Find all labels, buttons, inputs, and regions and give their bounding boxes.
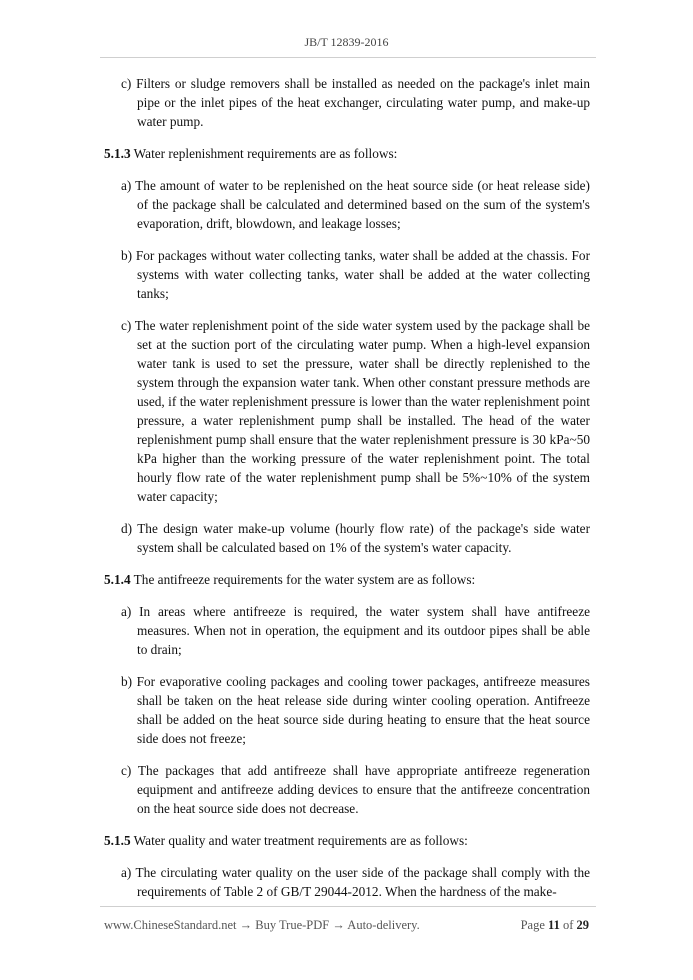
list-item: b) For packages without water collecting tanks, water shall be added at the chassis. For systems with water collecting tanks, water shall be added at the water collecting tanks;: [121, 248, 590, 301]
list-item: a) The circulating water quality on the user side of the package shall comply with the requirements of Table 2 of GB/T 29044-2012. When the hardness of the make-: [121, 865, 590, 899]
section-number: 5.1.5: [104, 833, 131, 848]
of-label: of: [562, 918, 574, 932]
list-item: b) For evaporative cooling packages and cooling tower packages, antifreeze measures shall be taken on the heat release side during winter cooling operation. Antifreeze shall be added on the heat source side during heating to ensure that the heat source side does not freeze;: [121, 674, 590, 746]
page-label: Page: [520, 918, 545, 932]
section-number: 5.1.3: [104, 146, 131, 161]
section-number: 5.1.4: [104, 572, 131, 587]
document-id-header: JB/T 12839-2016: [304, 35, 389, 49]
total-pages-number: 29: [576, 918, 589, 932]
section-text: The antifreeze requirements for the water system are as follows:: [130, 572, 476, 587]
section-text: Water replenishment requirements are as follows:: [130, 146, 398, 161]
current-page-number: 11: [548, 918, 560, 932]
section-heading-5-1-4: [104, 570, 590, 589]
section-heading-5-1-5: [104, 831, 590, 850]
list-item: c) The packages that add antifreeze shall have appropriate antifreeze regeneration equipment and antifreeze adding devices to ensure that the antifreeze concentration on the heat source side does not decrease.: [121, 763, 590, 816]
footer-divider: [100, 906, 596, 907]
list-item: c) Filters or sludge removers shall be installed as needed on the package's inlet main pipe or the inlet pipes of the heat exchanger, circulating water pump, and make-up water pump.: [121, 76, 590, 129]
page-content: [104, 74, 590, 914]
section-heading-5-1-3: [104, 144, 590, 163]
list-item: a) The amount of water to be replenished on the heat source side (or heat release side) of the package shall be calculated and determined based on the sum of the system's evaporation, drift, blowdown, and leakage losses;: [121, 178, 590, 231]
list-item: c) The water replenishment point of the side water system used by the package shall be set at the suction port of the circulating water pump. When a high-level expansion water tank is used to set the pressure, water shall be directly replenished to the system through the expansion water tank. When other constant pressure methods are used, if the water replenishment pressure is lower than the water replenishment point pressure, a water replenishment pump shall be installed. The head of the water replenishment pump shall ensure that the water replenishment pressure is 30 kPa~50 kPa higher than the working pressure of the water replenishment point. The total hourly flow rate of the water replenishment pump shall be 5%~10% of the system water capacity;: [121, 318, 590, 504]
list-item: d) The design water make-up volume (hourly flow rate) of the package's side water system shall be calculated based on 1% of the system's water capacity.: [121, 521, 590, 555]
header-divider: [100, 57, 596, 58]
section-text: Water quality and water treatment requirements are as follows:: [130, 833, 468, 848]
footer-link-text[interactable]: www.ChineseStandard.net → Buy True-PDF → Auto-delivery.: [104, 918, 420, 932]
page-indicator: [521, 918, 589, 933]
list-item: a) In areas where antifreeze is required, the water system shall have antifreeze measures. When not in operation, the equipment and its outdoor pipes shall be able to drain;: [121, 604, 590, 657]
